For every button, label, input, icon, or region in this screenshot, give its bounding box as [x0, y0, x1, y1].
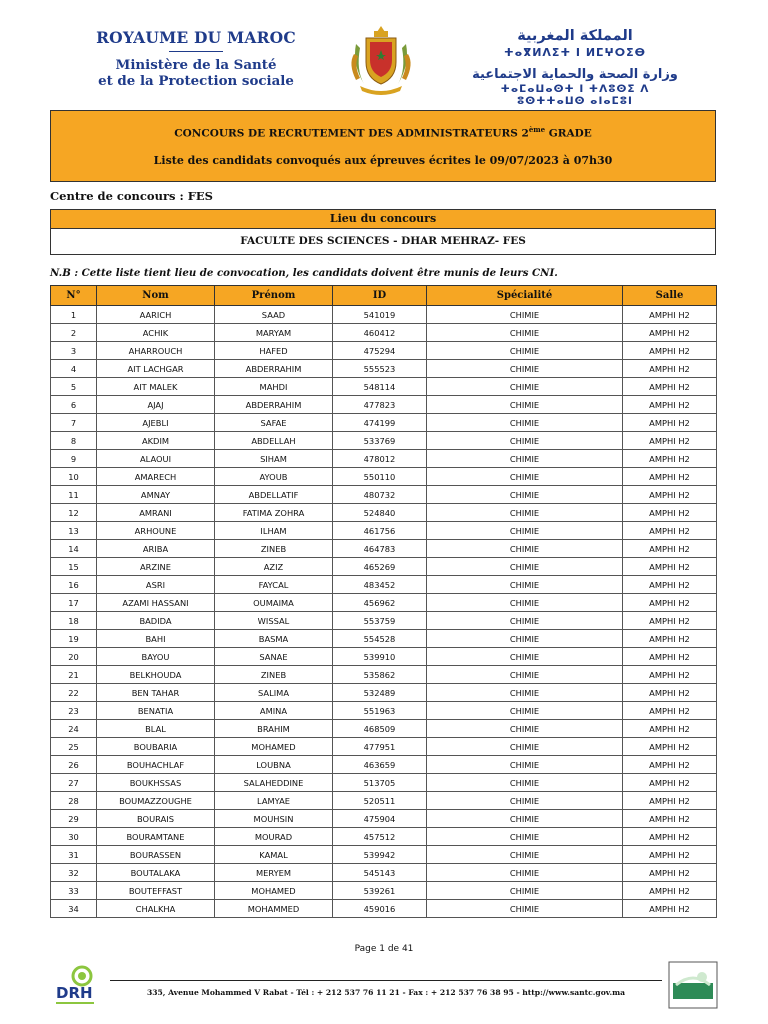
row-specialty: CHIMIE	[427, 396, 623, 414]
row-specialty: CHIMIE	[427, 828, 623, 846]
row-specialty: CHIMIE	[427, 378, 623, 396]
table-row	[51, 432, 717, 450]
row-specialty: CHIMIE	[427, 594, 623, 612]
row-lastname: ARIBA	[97, 540, 215, 558]
row-id: 554528	[333, 630, 427, 648]
table-row	[51, 396, 717, 414]
row-id: 477951	[333, 738, 427, 756]
location-label: Lieu du concours	[51, 210, 715, 229]
row-firstname: LOUBNA	[215, 756, 333, 774]
row-room: AMPHI H2	[623, 468, 717, 486]
row-number: 2	[51, 324, 97, 342]
row-room: AMPHI H2	[623, 774, 717, 792]
row-number: 8	[51, 432, 97, 450]
footer-address: 335, Avenue Mohammed V Rabat - Tél : + 212 537 76 11 21 - Fax : + 212 537 76 38 95 - http://www.santc.gov.ma	[146, 988, 626, 997]
row-id: 550110	[333, 468, 427, 486]
row-room: AMPHI H2	[623, 594, 717, 612]
table-row	[51, 738, 717, 756]
row-specialty: CHIMIE	[427, 612, 623, 630]
table-row	[51, 594, 717, 612]
row-specialty: CHIMIE	[427, 900, 623, 918]
kingdom-divider	[169, 51, 223, 52]
row-specialty: CHIMIE	[427, 360, 623, 378]
col-lastname: Nom	[97, 286, 215, 306]
row-room: AMPHI H2	[623, 810, 717, 828]
row-specialty: CHIMIE	[427, 432, 623, 450]
row-firstname: ABDELLAH	[215, 432, 333, 450]
col-firstname: Prénom	[215, 286, 333, 306]
row-id: 463659	[333, 756, 427, 774]
row-specialty: CHIMIE	[427, 468, 623, 486]
row-id: 533769	[333, 432, 427, 450]
row-lastname: AMARECH	[97, 468, 215, 486]
row-id: 513705	[333, 774, 427, 792]
row-room: AMPHI H2	[623, 630, 717, 648]
row-lastname: ARZINE	[97, 558, 215, 576]
royal-coat-of-arms-icon	[346, 24, 416, 96]
drh-logo-icon	[52, 962, 100, 1010]
row-id: 555523	[333, 360, 427, 378]
row-number: 20	[51, 648, 97, 666]
row-room: AMPHI H2	[623, 846, 717, 864]
candidates-table	[50, 285, 717, 918]
row-room: AMPHI H2	[623, 648, 717, 666]
row-firstname: FATIMA ZOHRA	[215, 504, 333, 522]
row-specialty: CHIMIE	[427, 522, 623, 540]
row-specialty: CHIMIE	[427, 666, 623, 684]
row-number: 4	[51, 360, 97, 378]
row-room: AMPHI H2	[623, 882, 717, 900]
row-lastname: AIT LACHGAR	[97, 360, 215, 378]
row-number: 29	[51, 810, 97, 828]
row-room: AMPHI H2	[623, 666, 717, 684]
table-row	[51, 504, 717, 522]
row-room: AMPHI H2	[623, 540, 717, 558]
row-firstname: SAFAE	[215, 414, 333, 432]
row-id: 539261	[333, 882, 427, 900]
row-lastname: BOUTEFFAST	[97, 882, 215, 900]
row-id: 465269	[333, 558, 427, 576]
row-number: 33	[51, 882, 97, 900]
row-number: 27	[51, 774, 97, 792]
row-lastname: ASRI	[97, 576, 215, 594]
row-room: AMPHI H2	[623, 612, 717, 630]
row-firstname: ILHAM	[215, 522, 333, 540]
row-specialty: CHIMIE	[427, 792, 623, 810]
row-lastname: BOUKHSSAS	[97, 774, 215, 792]
row-firstname: LAMYAE	[215, 792, 333, 810]
row-id: 475904	[333, 810, 427, 828]
row-id: 520511	[333, 792, 427, 810]
row-lastname: AJAJ	[97, 396, 215, 414]
row-lastname: AKDIM	[97, 432, 215, 450]
table-row	[51, 612, 717, 630]
competition-title: CONCOURS DE RECRUTEMENT DES ADMINISTRATEURS 2ème GRADE	[174, 125, 592, 140]
row-lastname: BOURAIS	[97, 810, 215, 828]
row-specialty: CHIMIE	[427, 630, 623, 648]
row-lastname: AIT MALEK	[97, 378, 215, 396]
table-row	[51, 342, 717, 360]
row-firstname: MAHDI	[215, 378, 333, 396]
row-id: 460412	[333, 324, 427, 342]
table-row	[51, 792, 717, 810]
row-firstname: MOHAMMED	[215, 900, 333, 918]
table-row	[51, 666, 717, 684]
svg-text:DRH: DRH	[56, 984, 93, 1002]
table-row	[51, 378, 717, 396]
row-specialty: CHIMIE	[427, 306, 623, 324]
row-number: 5	[51, 378, 97, 396]
ministry-footer-logo-icon	[668, 961, 718, 1009]
row-number: 22	[51, 684, 97, 702]
row-lastname: BOUTALAKA	[97, 864, 215, 882]
row-specialty: CHIMIE	[427, 576, 623, 594]
ministry-header-ar	[470, 28, 680, 107]
row-lastname: AARICH	[97, 306, 215, 324]
row-lastname: ACHIK	[97, 324, 215, 342]
row-firstname: KAMAL	[215, 846, 333, 864]
row-lastname: BOUMAZZOUGHE	[97, 792, 215, 810]
row-number: 9	[51, 450, 97, 468]
row-number: 26	[51, 756, 97, 774]
kingdom-title: ROYAUME DU MAROC	[96, 28, 296, 47]
row-id: 545143	[333, 864, 427, 882]
row-lastname: AZAMI HASSANI	[97, 594, 215, 612]
row-firstname: AMINA	[215, 702, 333, 720]
row-number: 25	[51, 738, 97, 756]
row-number: 34	[51, 900, 97, 918]
table-row	[51, 900, 717, 918]
row-id: 456962	[333, 594, 427, 612]
row-firstname: AYOUB	[215, 468, 333, 486]
row-room: AMPHI H2	[623, 378, 717, 396]
row-specialty: CHIMIE	[427, 684, 623, 702]
exam-location-box	[50, 209, 716, 255]
table-row	[51, 864, 717, 882]
row-firstname: BASMA	[215, 630, 333, 648]
row-specialty: CHIMIE	[427, 738, 623, 756]
row-specialty: CHIMIE	[427, 720, 623, 738]
table-row	[51, 576, 717, 594]
row-number: 23	[51, 702, 97, 720]
row-room: AMPHI H2	[623, 756, 717, 774]
arabic-kingdom: المملكة المغربية	[517, 28, 633, 44]
row-number: 1	[51, 306, 97, 324]
row-id: 477823	[333, 396, 427, 414]
row-lastname: BOURAMTANE	[97, 828, 215, 846]
row-number: 16	[51, 576, 97, 594]
row-specialty: CHIMIE	[427, 864, 623, 882]
row-room: AMPHI H2	[623, 684, 717, 702]
row-specialty: CHIMIE	[427, 882, 623, 900]
col-room: Salle	[623, 286, 717, 306]
row-firstname: SIHAM	[215, 450, 333, 468]
table-row	[51, 828, 717, 846]
table-row	[51, 648, 717, 666]
row-room: AMPHI H2	[623, 486, 717, 504]
row-specialty: CHIMIE	[427, 504, 623, 522]
col-id: ID	[333, 286, 427, 306]
row-id: 475294	[333, 342, 427, 360]
row-room: AMPHI H2	[623, 414, 717, 432]
row-firstname: SALAHEDDINE	[215, 774, 333, 792]
row-lastname: CHALKHA	[97, 900, 215, 918]
convocation-note: N.B : Cette liste tient lieu de convocation, les candidats doivent être munis de leurs CNI.	[50, 267, 558, 279]
row-id: 461756	[333, 522, 427, 540]
table-row	[51, 756, 717, 774]
footer-divider	[110, 980, 662, 981]
row-lastname: BENATIA	[97, 702, 215, 720]
ministry-line-1: Ministère de la Santé	[115, 57, 277, 73]
row-id: 459016	[333, 900, 427, 918]
row-number: 15	[51, 558, 97, 576]
table-row	[51, 414, 717, 432]
ministry-line-2: et de la Protection sociale	[98, 73, 294, 89]
row-room: AMPHI H2	[623, 828, 717, 846]
row-specialty: CHIMIE	[427, 558, 623, 576]
row-specialty: CHIMIE	[427, 756, 623, 774]
row-firstname: SANAE	[215, 648, 333, 666]
row-room: AMPHI H2	[623, 702, 717, 720]
row-id: 480732	[333, 486, 427, 504]
row-specialty: CHIMIE	[427, 846, 623, 864]
col-number: N°	[51, 286, 97, 306]
row-room: AMPHI H2	[623, 432, 717, 450]
table-row	[51, 486, 717, 504]
row-specialty: CHIMIE	[427, 774, 623, 792]
row-room: AMPHI H2	[623, 306, 717, 324]
exam-centre: Centre de concours : FES	[50, 189, 213, 203]
table-row	[51, 774, 717, 792]
row-firstname: BRAHIM	[215, 720, 333, 738]
row-number: 10	[51, 468, 97, 486]
table-row	[51, 306, 717, 324]
row-id: 474199	[333, 414, 427, 432]
row-lastname: BLAL	[97, 720, 215, 738]
row-specialty: CHIMIE	[427, 414, 623, 432]
row-id: 457512	[333, 828, 427, 846]
row-firstname: SALIMA	[215, 684, 333, 702]
page-number: Page 1 de 41	[354, 944, 414, 954]
row-firstname: MOUHSIN	[215, 810, 333, 828]
row-id: 539942	[333, 846, 427, 864]
row-room: AMPHI H2	[623, 792, 717, 810]
row-firstname: ZINEB	[215, 666, 333, 684]
row-number: 18	[51, 612, 97, 630]
row-firstname: HAFED	[215, 342, 333, 360]
row-number: 31	[51, 846, 97, 864]
row-lastname: ARHOUNE	[97, 522, 215, 540]
row-id: 548114	[333, 378, 427, 396]
table-row	[51, 882, 717, 900]
row-number: 7	[51, 414, 97, 432]
ministry-header-fr	[96, 28, 296, 89]
row-number: 13	[51, 522, 97, 540]
row-id: 524840	[333, 504, 427, 522]
row-firstname: MOHAMED	[215, 882, 333, 900]
row-specialty: CHIMIE	[427, 810, 623, 828]
row-room: AMPHI H2	[623, 342, 717, 360]
row-room: AMPHI H2	[623, 738, 717, 756]
row-specialty: CHIMIE	[427, 648, 623, 666]
row-specialty: CHIMIE	[427, 450, 623, 468]
row-number: 17	[51, 594, 97, 612]
row-lastname: AHARROUCH	[97, 342, 215, 360]
row-specialty: CHIMIE	[427, 486, 623, 504]
row-specialty: CHIMIE	[427, 342, 623, 360]
row-number: 12	[51, 504, 97, 522]
row-firstname: MOHAMED	[215, 738, 333, 756]
table-row	[51, 684, 717, 702]
row-number: 28	[51, 792, 97, 810]
document-title-box	[50, 110, 716, 182]
row-firstname: MERYEM	[215, 864, 333, 882]
row-lastname: BAYOU	[97, 648, 215, 666]
row-id: 553759	[333, 612, 427, 630]
row-number: 6	[51, 396, 97, 414]
row-id: 464783	[333, 540, 427, 558]
row-number: 30	[51, 828, 97, 846]
row-number: 19	[51, 630, 97, 648]
table-row	[51, 810, 717, 828]
row-number: 14	[51, 540, 97, 558]
row-lastname: BOURASSEN	[97, 846, 215, 864]
row-number: 11	[51, 486, 97, 504]
row-room: AMPHI H2	[623, 324, 717, 342]
row-firstname: ABDERRAHIM	[215, 396, 333, 414]
row-id: 541019	[333, 306, 427, 324]
row-room: AMPHI H2	[623, 864, 717, 882]
row-lastname: ALAOUI	[97, 450, 215, 468]
table-row	[51, 360, 717, 378]
table-row	[51, 846, 717, 864]
arabic-ministry: وزارة الصحة والحماية الاجتماعية	[472, 67, 678, 82]
row-id: 535862	[333, 666, 427, 684]
row-firstname: FAYCAL	[215, 576, 333, 594]
row-lastname: BOUBARIA	[97, 738, 215, 756]
row-id: 478012	[333, 450, 427, 468]
row-id: 483452	[333, 576, 427, 594]
row-firstname: ABDERRAHIM	[215, 360, 333, 378]
table-row	[51, 324, 717, 342]
table-header-row	[51, 286, 717, 306]
row-firstname: ABDELLATIF	[215, 486, 333, 504]
row-number: 32	[51, 864, 97, 882]
table-row	[51, 630, 717, 648]
row-specialty: CHIMIE	[427, 324, 623, 342]
row-id: 539910	[333, 648, 427, 666]
row-lastname: AMRANI	[97, 504, 215, 522]
row-firstname: OUMAIMA	[215, 594, 333, 612]
tifinagh-ministry: ⵜⴰⵎⴰⵡⴰⵙⵜ ⵏ ⵜⴷⵓⵙⵉ ⴷ ⵓⵙⵜⵜⴰⵡⵙ ⴰⵏⴰⵎⵓⵏ	[500, 83, 650, 107]
row-room: AMPHI H2	[623, 450, 717, 468]
row-room: AMPHI H2	[623, 558, 717, 576]
table-row	[51, 702, 717, 720]
row-firstname: SAAD	[215, 306, 333, 324]
exam-date-line: Liste des candidats convoqués aux épreuves écrites le 09/07/2023 à 07h30	[153, 153, 613, 167]
table-row	[51, 522, 717, 540]
row-lastname: BADIDA	[97, 612, 215, 630]
row-room: AMPHI H2	[623, 522, 717, 540]
row-specialty: CHIMIE	[427, 540, 623, 558]
row-lastname: AJEBLI	[97, 414, 215, 432]
row-lastname: BEN TAHAR	[97, 684, 215, 702]
col-specialty: Spécialité	[427, 286, 623, 306]
row-firstname: MOURAD	[215, 828, 333, 846]
row-firstname: AZIZ	[215, 558, 333, 576]
tifinagh-kingdom: ⵜⴰⴳⵍⴷⵉⵜ ⵏ ⵍⵎⵖⵔⵉⴱ	[503, 46, 646, 59]
row-firstname: WISSAL	[215, 612, 333, 630]
row-lastname: BAHI	[97, 630, 215, 648]
row-firstname: MARYAM	[215, 324, 333, 342]
row-room: AMPHI H2	[623, 396, 717, 414]
row-room: AMPHI H2	[623, 360, 717, 378]
table-row	[51, 450, 717, 468]
location-value: FACULTE DES SCIENCES - DHAR MEHRAZ- FES	[240, 235, 526, 247]
row-room: AMPHI H2	[623, 504, 717, 522]
row-number: 24	[51, 720, 97, 738]
row-room: AMPHI H2	[623, 900, 717, 918]
row-lastname: BOUHACHLAF	[97, 756, 215, 774]
row-number: 3	[51, 342, 97, 360]
table-row	[51, 558, 717, 576]
row-lastname: AMNAY	[97, 486, 215, 504]
row-specialty: CHIMIE	[427, 702, 623, 720]
row-lastname: BELKHOUDA	[97, 666, 215, 684]
row-firstname: ZINEB	[215, 540, 333, 558]
row-id: 551963	[333, 702, 427, 720]
row-number: 21	[51, 666, 97, 684]
table-row	[51, 720, 717, 738]
row-id: 468509	[333, 720, 427, 738]
table-row	[51, 540, 717, 558]
row-room: AMPHI H2	[623, 576, 717, 594]
table-row	[51, 468, 717, 486]
row-room: AMPHI H2	[623, 720, 717, 738]
row-id: 532489	[333, 684, 427, 702]
